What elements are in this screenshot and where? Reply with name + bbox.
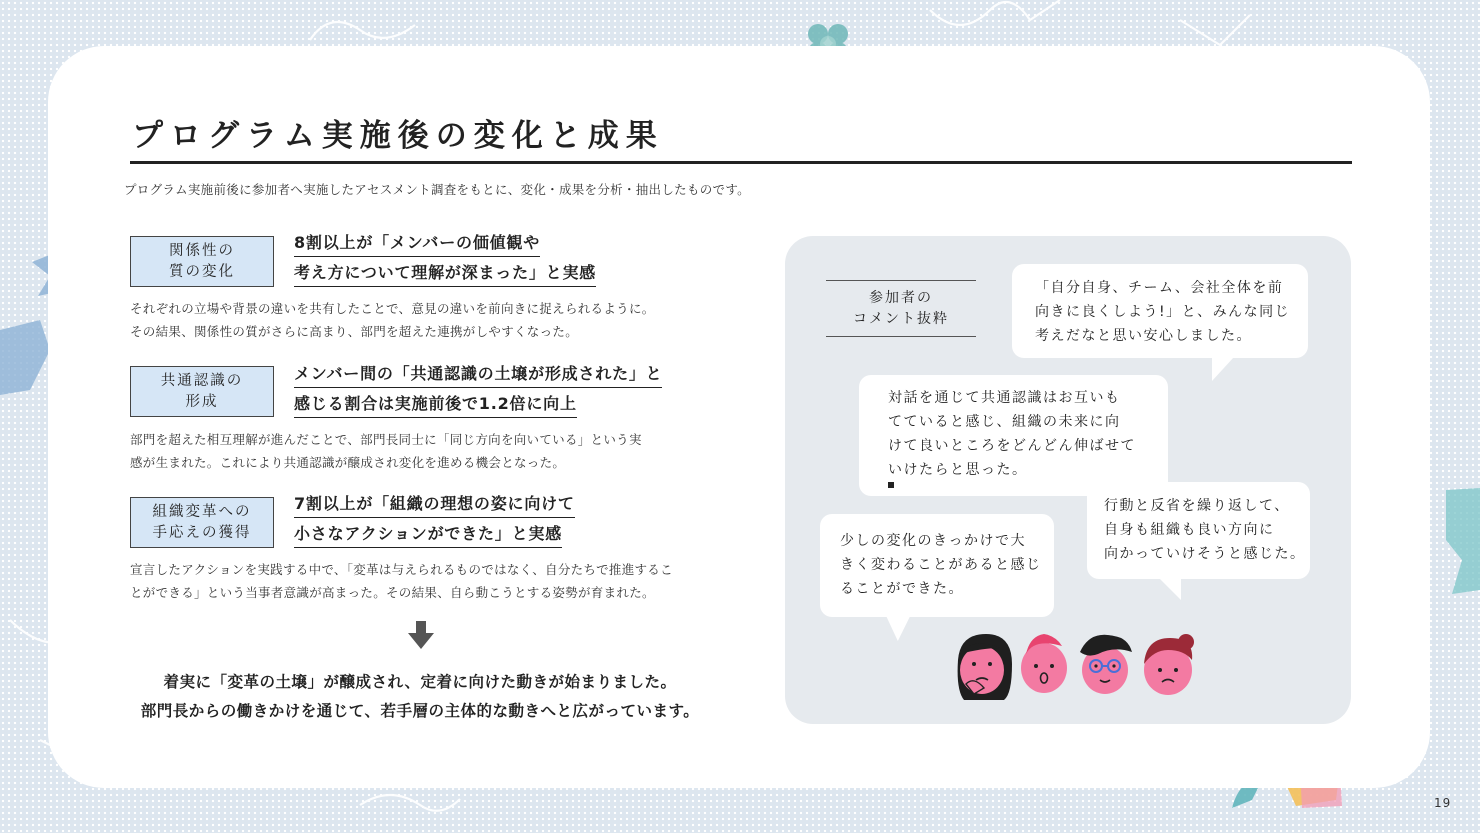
result-description bbox=[130, 428, 720, 474]
conclusion-line: 部門長からの働きかけを通じて、若手層の主体的な動きへと広がっています。 bbox=[140, 702, 700, 720]
face-icon bbox=[958, 634, 1012, 700]
description-line: とができる」という当事者意識が高まった。その結果、自ら動こうとする姿勢が育まれた。 bbox=[130, 585, 655, 600]
comment-line: 自身も組織も良い方向に bbox=[1104, 522, 1275, 538]
face-icon bbox=[1021, 634, 1067, 693]
down-arrow-icon bbox=[408, 621, 434, 649]
description-line: 部門を超えた相互理解が進んだことで、部門長同士に「同じ方向を向いている」という実 bbox=[130, 432, 642, 447]
tag-line: 形成 bbox=[185, 393, 219, 410]
comment-bubble bbox=[1012, 264, 1308, 358]
comment-bubble bbox=[820, 514, 1054, 617]
comment-line: ることができた。 bbox=[840, 581, 964, 597]
heading-line: 8割以上が「メンバーの価値観や bbox=[294, 229, 540, 257]
page-title: プログラム実施後の変化と成果 bbox=[132, 118, 664, 154]
comment-line: てていると感じ、組織の未来に向 bbox=[888, 414, 1121, 430]
comment-line: けて良いところをどんどん伸ばせて bbox=[888, 438, 1136, 454]
tag-line: 質の変化 bbox=[169, 263, 235, 280]
face-icon bbox=[1144, 634, 1194, 695]
description-line: 宣言したアクションを実践する中で、「変革は与えられるものではなく、自分たちで推進するこ bbox=[130, 562, 673, 577]
comment-line: 行動と反省を繰り返して、 bbox=[1104, 498, 1290, 514]
tag-line: 組織変革への bbox=[152, 503, 252, 520]
category-tag-common-understanding bbox=[130, 366, 274, 417]
comment-line: いけたらと思った。 bbox=[888, 462, 1028, 478]
comment-line: 「自分自身、チーム、会社全体を前 bbox=[1035, 280, 1284, 296]
title-divider bbox=[130, 161, 1352, 164]
comment-line: きく変わることがあると感じ bbox=[840, 557, 1042, 573]
description-line: その結果、関係性の質がさらに高まり、部門を超えた連携がしやすくなった。 bbox=[130, 324, 579, 339]
heading-line: 小さなアクションができた」と実感 bbox=[294, 520, 562, 548]
description-line: それぞれの立場や背景の違いを共有したことで、意見の違いを前向きに捉えられるように。 bbox=[130, 301, 655, 316]
result-heading bbox=[294, 490, 575, 550]
result-heading bbox=[294, 360, 662, 420]
page-number: 19 bbox=[1434, 796, 1452, 810]
result-description bbox=[130, 297, 720, 343]
category-tag-transformation bbox=[130, 497, 274, 548]
tag-line: 関係性の bbox=[169, 242, 235, 259]
heading-line: 7割以上が「組織の理想の姿に向けて bbox=[294, 490, 575, 518]
description-line: 感が生まれた。これにより共通認識が醸成され変化を進める機会となった。 bbox=[130, 455, 566, 470]
conclusion-line: 着実に「変革の土壌」が醸成され、定着に向けた動きが始まりました。 bbox=[163, 673, 677, 691]
comment-line: 向きに良くしよう!」と、みんな同じ bbox=[1035, 304, 1291, 320]
heading-line: メンバー間の「共通認識の土壌が形成された」と bbox=[294, 360, 662, 388]
tag-line: 手応えの獲得 bbox=[152, 524, 252, 541]
comment-line: 考えだなと思い安心しました。 bbox=[1035, 328, 1252, 344]
heading-line: 感じる割合は実施前後で1.2倍に向上 bbox=[294, 390, 577, 418]
category-tag-relationship bbox=[130, 236, 274, 287]
heading-line: 考え方について理解が深まった」と実感 bbox=[294, 259, 596, 287]
face-icon bbox=[1080, 635, 1132, 694]
comment-line: 向かっていけそうと感じた。 bbox=[1104, 546, 1306, 562]
comment-bubble bbox=[1087, 482, 1310, 579]
comment-line: 対話を通じて共通認識はお互いも bbox=[888, 390, 1121, 406]
comment-line: 少しの変化のきっかけで大 bbox=[840, 533, 1026, 549]
result-heading bbox=[294, 229, 596, 289]
intro-text: プログラム実施前後に参加者へ実施したアセスメント調査をもとに、変化・成果を分析・抽出したものです。 bbox=[124, 182, 750, 197]
conclusion-text bbox=[100, 668, 740, 726]
label-line: コメント抜粋 bbox=[853, 310, 949, 327]
comment-bubble bbox=[859, 375, 1168, 496]
tag-line: 共通認識の bbox=[160, 372, 244, 389]
label-line: 参加者の bbox=[869, 289, 933, 306]
result-description bbox=[130, 558, 720, 604]
comments-label bbox=[826, 280, 976, 337]
participant-faces bbox=[952, 632, 1202, 702]
